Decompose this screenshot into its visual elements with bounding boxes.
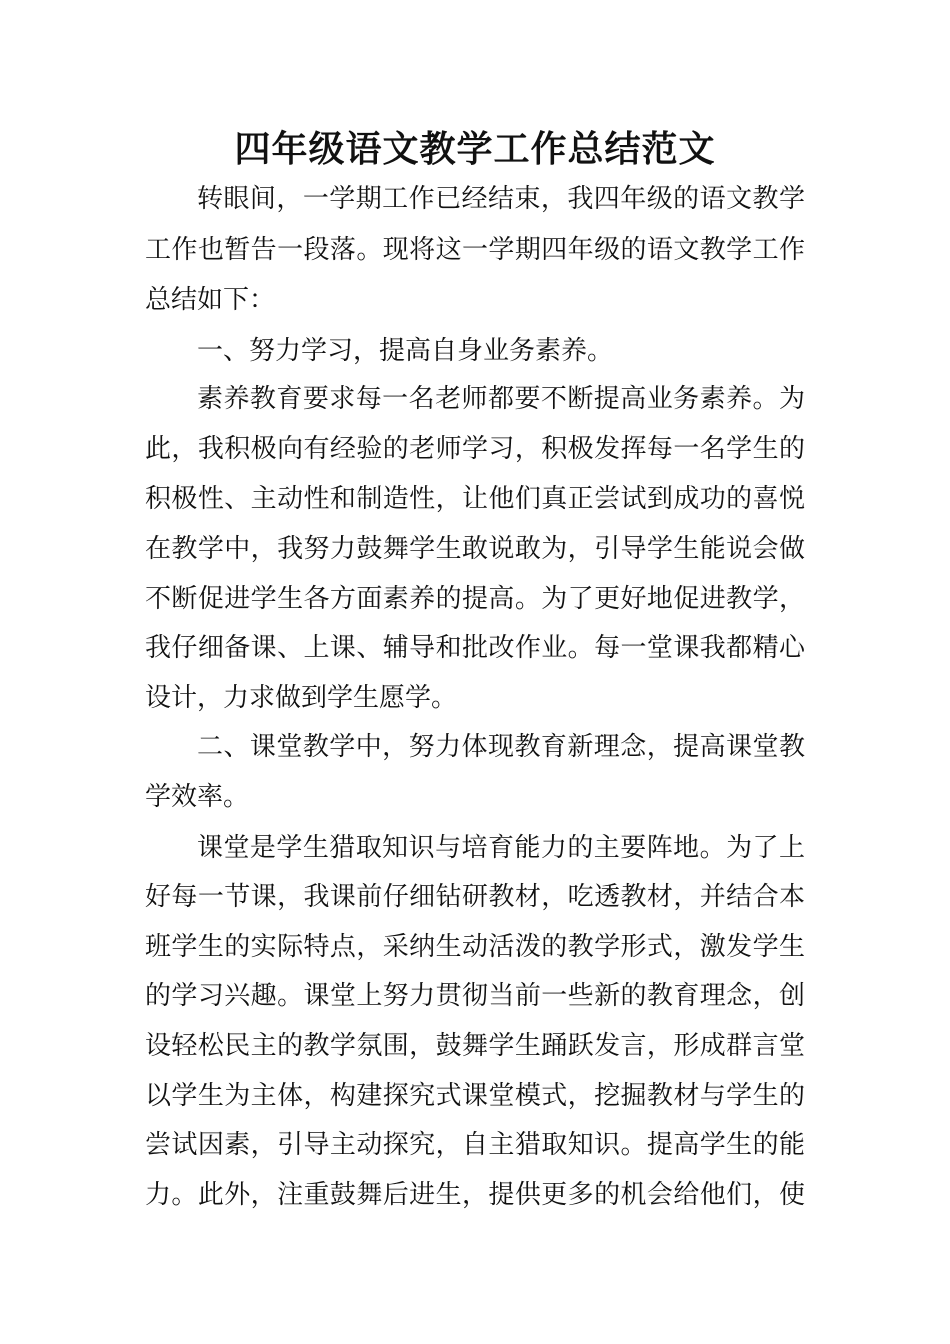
- text-line: 好每一节课，我课前仔细钻研教材，吃透教材，并结合本: [145, 882, 805, 912]
- text-line: 设轻松民主的教学氛围，鼓舞学生踊跃发言，形成群言堂: [145, 1031, 805, 1061]
- document-title: 四年级语文教学工作总结范文: [234, 128, 716, 170]
- text-line: 我仔细备课、上课、辅导和批改作业。每一堂课我都精心: [145, 633, 805, 663]
- text-line: 此，我积极向有经验的老师学习，积极发挥每一名学生的: [145, 434, 805, 464]
- text-line: 积极性、主动性和制造性，让他们真正尝试到成功的喜悦: [145, 484, 805, 514]
- text-line: 在教学中，我努力鼓舞学生敢说敢为，引导学生能说会做: [145, 534, 805, 564]
- section-heading-cont: 学效率。: [145, 782, 250, 812]
- text-line: 课堂是学生猎取知识与培育能力的主要阵地。为了上: [197, 833, 805, 863]
- text-line: 设计，力求做到学生愿学。: [145, 683, 458, 713]
- section-heading: 二、课堂教学中，努力体现教育新理念，提高课堂教: [197, 732, 805, 762]
- text-line: 以学生为主体，构建探究式课堂模式，挖掘教材与学生的: [145, 1081, 805, 1111]
- text-line: 的学习兴趣。课堂上努力贯彻当前一些新的教育理念，创: [145, 981, 805, 1011]
- text-line: 工作也暂告一段落。现将这一学期四年级的语文教学工作: [145, 235, 805, 265]
- text-line: 尝试因素，引导主动探究，自主猎取知识。提高学生的能: [145, 1130, 805, 1160]
- section-heading: 一、努力学习，提高自身业务素养。: [197, 336, 614, 366]
- text-line: 力。此外，注重鼓舞后进生，提供更多的机会给他们，使: [145, 1180, 805, 1210]
- text-line: 不断促进学生各方面素养的提高。为了更好地促进教学，: [145, 584, 805, 614]
- text-line: 总结如下：: [145, 285, 276, 315]
- text-line: 素养教育要求每一名老师都要不断提高业务素养。为: [197, 384, 805, 414]
- text-line: 转眼间，一学期工作已经结束，我四年级的语文教学: [197, 184, 805, 214]
- text-line: 班学生的实际特点，采纳生动活泼的教学形式，激发学生: [145, 932, 805, 962]
